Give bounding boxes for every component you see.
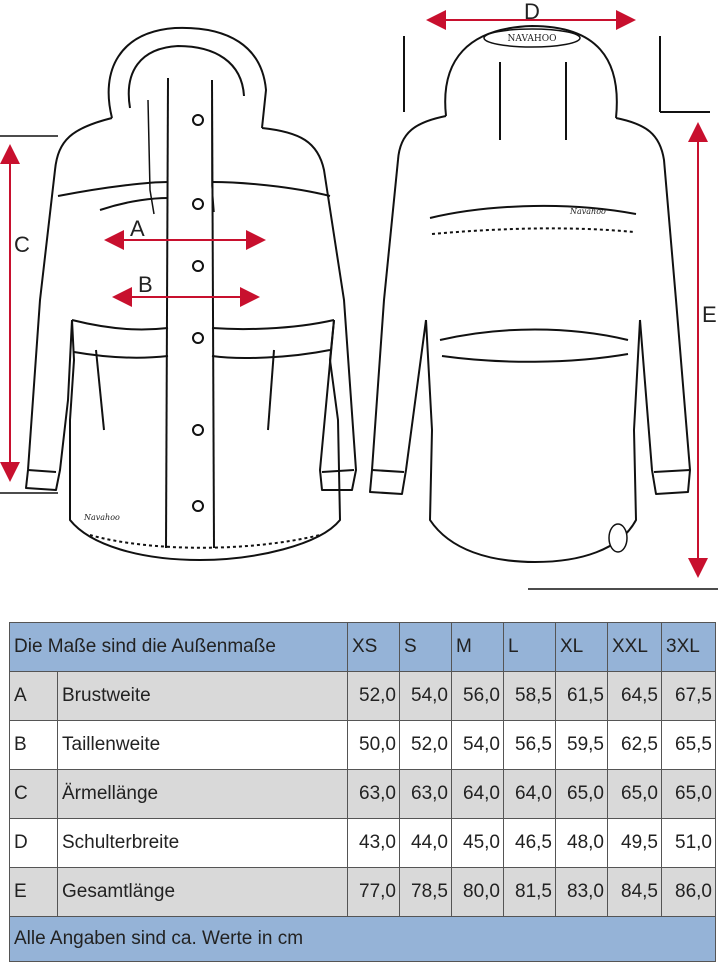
row-value: 65,0 xyxy=(608,770,662,819)
dimension-b-label: B xyxy=(138,272,153,297)
row-value: 49,5 xyxy=(608,819,662,868)
jacket-front-buttons xyxy=(193,115,203,511)
row-value: 56,5 xyxy=(504,721,556,770)
row-value: 59,5 xyxy=(556,721,608,770)
row-value: 65,0 xyxy=(662,770,716,819)
row-value: 64,5 xyxy=(608,672,662,721)
row-value: 63,0 xyxy=(400,770,452,819)
jacket-front-drawing xyxy=(26,28,356,560)
table-row xyxy=(10,721,716,770)
size-header-row xyxy=(10,623,716,672)
size-header-xs: XS xyxy=(348,623,400,672)
size-header-s: S xyxy=(400,623,452,672)
row-value: 52,0 xyxy=(400,721,452,770)
row-name: Gesamtlänge xyxy=(58,868,348,917)
row-key: A xyxy=(10,672,58,721)
row-value: 48,0 xyxy=(556,819,608,868)
back-script-logo: Navahoo xyxy=(570,207,606,216)
dimension-c-label: C xyxy=(14,232,30,257)
dimension-d xyxy=(404,0,710,112)
dimension-e xyxy=(528,124,718,589)
row-value: 46,5 xyxy=(504,819,556,868)
size-header-3xl: 3XL xyxy=(662,623,716,672)
table-row xyxy=(10,819,716,868)
row-value: 86,0 xyxy=(662,868,716,917)
row-value: 58,5 xyxy=(504,672,556,721)
table-header-title: Die Maße sind die Außenmaße xyxy=(10,623,348,672)
size-table xyxy=(9,622,716,962)
hood-brand-tag xyxy=(484,29,580,47)
hood-brand-text: NAVAHOO xyxy=(507,34,557,44)
jacket-back-drawing xyxy=(370,26,690,562)
dimension-b xyxy=(114,272,258,297)
table-row xyxy=(10,672,716,721)
row-value: 50,0 xyxy=(348,721,400,770)
table-row xyxy=(10,868,716,917)
size-header-xl: XL xyxy=(556,623,608,672)
row-value: 43,0 xyxy=(348,819,400,868)
dimension-d-label: D xyxy=(524,0,540,24)
row-value: 65,5 xyxy=(662,721,716,770)
row-key: B xyxy=(10,721,58,770)
front-script-logo: Navahoo xyxy=(84,513,120,522)
dimension-c xyxy=(0,136,58,493)
row-name: Schulterbreite xyxy=(58,819,348,868)
size-header-xxl: XXL xyxy=(608,623,662,672)
row-key: C xyxy=(10,770,58,819)
row-value: 54,0 xyxy=(400,672,452,721)
row-value: 44,0 xyxy=(400,819,452,868)
row-value: 51,0 xyxy=(662,819,716,868)
row-value: 54,0 xyxy=(452,721,504,770)
size-header-l: L xyxy=(504,623,556,672)
row-value: 77,0 xyxy=(348,868,400,917)
row-value: 81,5 xyxy=(504,868,556,917)
dimension-a xyxy=(106,216,264,241)
row-value: 62,5 xyxy=(608,721,662,770)
row-value: 78,5 xyxy=(400,868,452,917)
size-header-m: M xyxy=(452,623,504,672)
row-key: D xyxy=(10,819,58,868)
row-name: Ärmellänge xyxy=(58,770,348,819)
row-value: 84,5 xyxy=(608,868,662,917)
row-value: 52,0 xyxy=(348,672,400,721)
dimension-a-label: A xyxy=(130,216,145,241)
row-value: 45,0 xyxy=(452,819,504,868)
table-footer-row xyxy=(10,917,716,962)
row-value: 67,5 xyxy=(662,672,716,721)
row-value: 65,0 xyxy=(556,770,608,819)
row-value: 56,0 xyxy=(452,672,504,721)
row-name: Taillenweite xyxy=(58,721,348,770)
row-key: E xyxy=(10,868,58,917)
row-value: 83,0 xyxy=(556,868,608,917)
row-value: 64,0 xyxy=(504,770,556,819)
back-logo-patch xyxy=(609,524,627,552)
dimension-e-label: E xyxy=(702,302,717,327)
hood-drawstrings xyxy=(148,100,214,214)
table-row xyxy=(10,770,716,819)
row-value: 63,0 xyxy=(348,770,400,819)
row-value: 64,0 xyxy=(452,770,504,819)
row-value: 80,0 xyxy=(452,868,504,917)
table-footer-note: Alle Angaben sind ca. Werte in cm xyxy=(10,917,716,962)
row-value: 61,5 xyxy=(556,672,608,721)
row-name: Brustweite xyxy=(58,672,348,721)
